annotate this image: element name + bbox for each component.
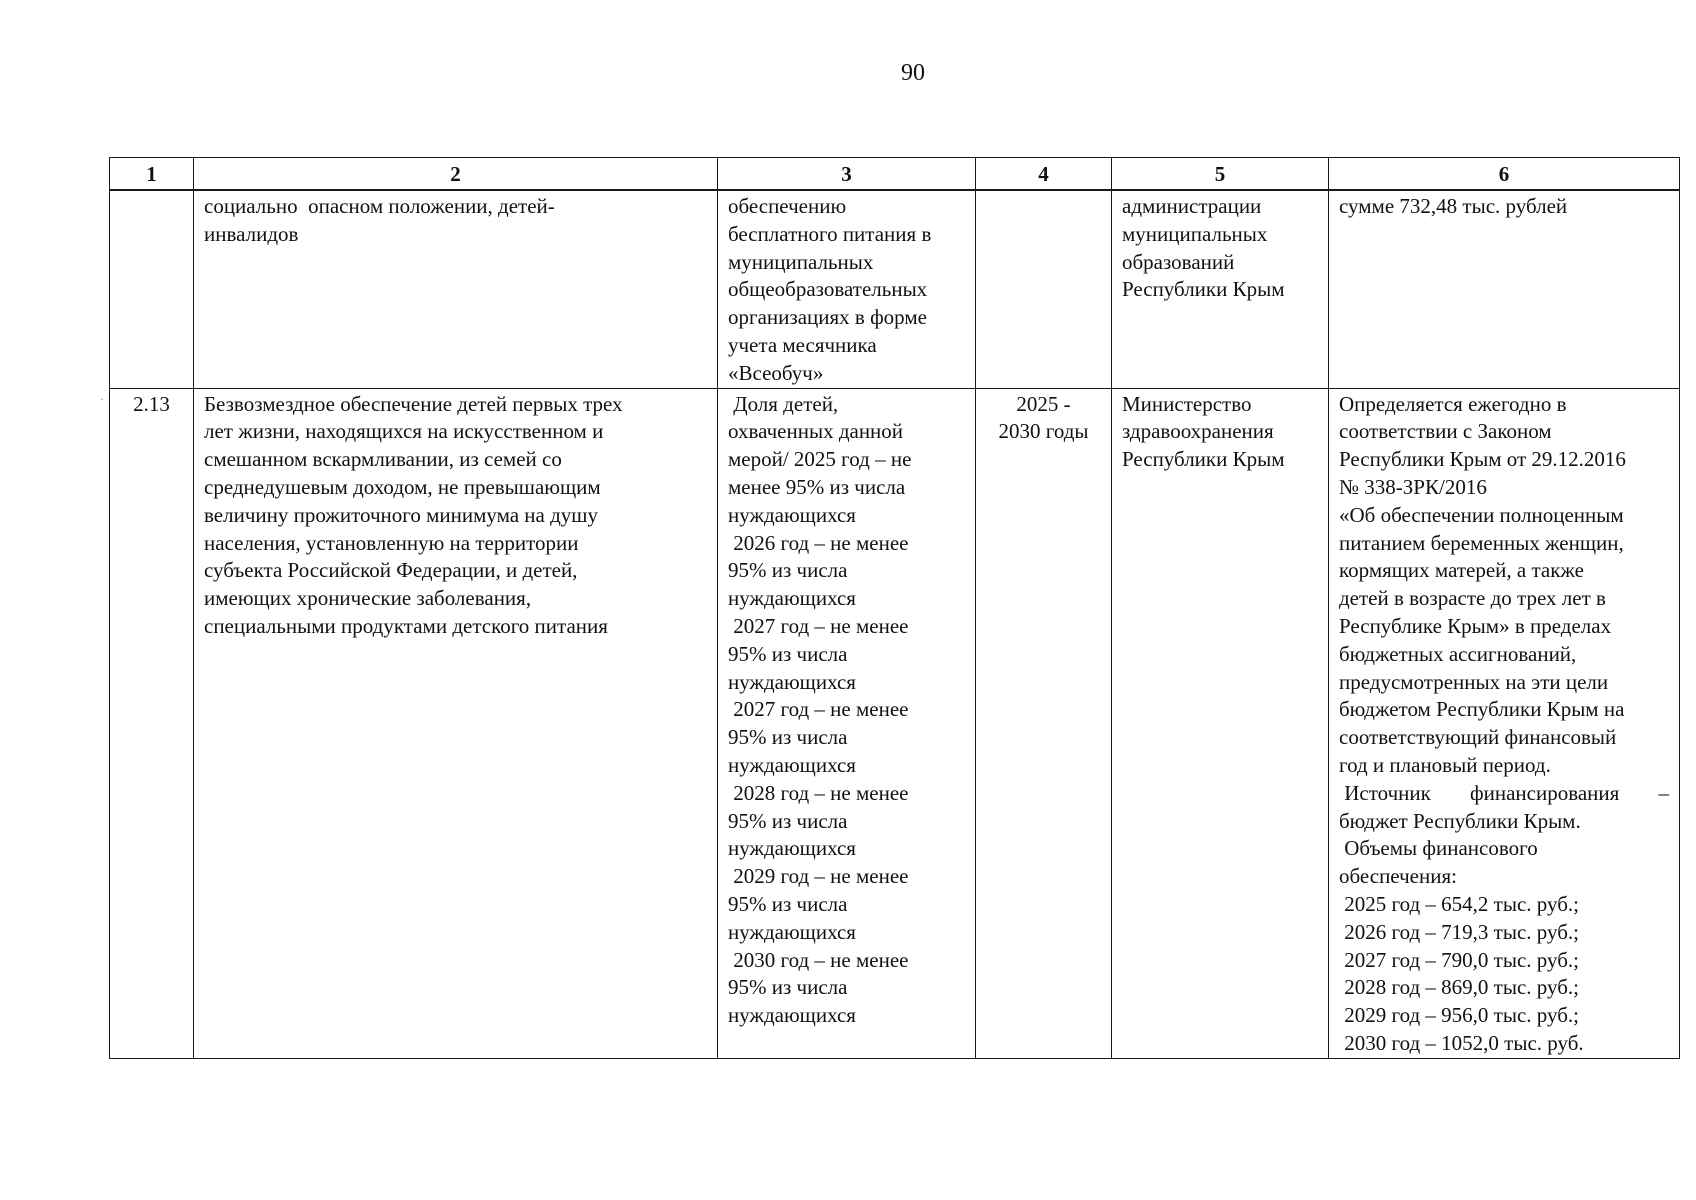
- text-line: нуждающихся: [728, 752, 856, 777]
- cell-executor: [1112, 388, 1329, 1058]
- text-line: детей в возрасте до трех лет в: [1339, 586, 1606, 611]
- funding-basis: [1339, 391, 1669, 780]
- text-line: Республики Крым: [1122, 277, 1285, 302]
- text-line: субъекта Российской Федерации, и детей,: [204, 558, 578, 583]
- funding-source-line: [1339, 780, 1669, 808]
- cell-term: [976, 388, 1112, 1058]
- text-line: 2030 годы: [998, 419, 1089, 444]
- funding-volumes: [1339, 808, 1669, 1058]
- text-line: год и плановый период.: [1339, 752, 1551, 777]
- text-line: бюджетом Республики Крым на: [1339, 697, 1625, 722]
- text-line: бюджет Республики Крым.: [1339, 808, 1581, 833]
- funding-source-word-2: финансирования: [1470, 780, 1620, 805]
- text-line: Республики Крым от 29.12.2016: [1339, 447, 1626, 472]
- text-line: лет жизни, находящихся на искусственном и: [204, 419, 604, 444]
- text-line: нуждающихся: [728, 919, 856, 944]
- text-line: 2025 год – 654,2 тыс. руб.;: [1339, 891, 1579, 916]
- text-line: менее 95% из числа: [728, 474, 906, 499]
- text-line: соответствующий финансовый: [1339, 725, 1617, 750]
- text-line: 2030 год – 1052,0 тыс. руб.: [1339, 1030, 1584, 1055]
- cell-indicator: [718, 190, 976, 388]
- table-row-continuation: [110, 190, 1680, 388]
- text-line: 2029 год – 956,0 тыс. руб.;: [1339, 1003, 1579, 1028]
- text-line: здравоохранения: [1122, 419, 1274, 444]
- text-line: специальными продуктами детского питания: [204, 613, 608, 638]
- text-line: Республики Крым: [1122, 447, 1285, 472]
- funding-source-dash: –: [1658, 780, 1669, 805]
- text-line: муниципальных: [728, 249, 874, 274]
- cell-term: [976, 190, 1112, 388]
- text-line: 2028 год – не менее: [728, 780, 909, 805]
- text-line: охваченных данной: [728, 419, 904, 444]
- text-line: образований: [1122, 249, 1235, 274]
- text-line: Определяется ежегодно в: [1339, 391, 1567, 416]
- text-line: имеющих хронические заболевания,: [204, 586, 532, 611]
- text-line: среднедушевым доходом, не превышающим: [204, 474, 601, 499]
- funding-source-word-1: Источник: [1339, 780, 1431, 805]
- text-line: кормящих матерей, а также: [1339, 558, 1584, 583]
- text-line: нуждающихся: [728, 586, 856, 611]
- text-line: инвалидов: [204, 221, 299, 246]
- text-line: 95% из числа: [728, 641, 848, 666]
- text-line: 2026 год – не менее: [728, 530, 909, 555]
- text-line: 2027 год – не менее: [728, 697, 909, 722]
- text-line: 95% из числа: [728, 808, 848, 833]
- text-line: соответствии с Законом: [1339, 419, 1552, 444]
- column-header-6: 6: [1329, 158, 1680, 191]
- text-line: социально опасном положении, детей-: [204, 194, 555, 218]
- text-line: нуждающихся: [728, 1003, 856, 1028]
- column-header-3: 3: [718, 158, 976, 191]
- text-line: нуждающихся: [728, 836, 856, 861]
- cell-number: [110, 190, 194, 388]
- text-line: муниципальных: [1122, 221, 1268, 246]
- text-line: сумме 732,48 тыс. рублей: [1339, 194, 1568, 218]
- text-line: 2028 год – 869,0 тыс. руб.;: [1339, 975, 1579, 1000]
- cell-funding: [1329, 388, 1680, 1058]
- text-line: Республике Крым» в пределах: [1339, 613, 1612, 638]
- text-line: бесплатного питания в: [728, 221, 932, 246]
- text-line: обеспечению: [728, 194, 847, 218]
- program-measures-table: [109, 157, 1680, 1059]
- text-line: смешанном вскармливании, из семей со: [204, 447, 562, 472]
- cell-number: 2.13: [110, 388, 194, 1058]
- text-line: населения, установленную на территории: [204, 530, 579, 555]
- text-line: 2025 -: [1016, 391, 1071, 416]
- text-line: 95% из числа: [728, 725, 848, 750]
- text-line: питанием беременных женщин,: [1339, 530, 1624, 555]
- text-line: № 338-ЗРК/2016: [1339, 474, 1487, 499]
- text-line: 2030 год – не менее: [728, 947, 909, 972]
- text-line: 95% из числа: [728, 558, 848, 583]
- text-line: нуждающихся: [728, 669, 856, 694]
- text-line: обеспечения:: [1339, 864, 1457, 889]
- text-line: бюджетных ассигнований,: [1339, 641, 1577, 666]
- table-row-2-13: [110, 388, 1680, 1058]
- header-row: [110, 158, 1680, 191]
- text-line: Доля детей,: [728, 391, 839, 416]
- text-line: 2029 год – не менее: [728, 864, 909, 889]
- text-line: величину прожиточного минимума на душу: [204, 502, 598, 527]
- scan-speck: ·: [100, 392, 104, 406]
- text-line: администрации: [1122, 194, 1262, 218]
- column-header-4: 4: [976, 158, 1112, 191]
- text-line: Безвозмездное обеспечение детей первых трех: [204, 391, 623, 416]
- column-header-5: 5: [1112, 158, 1329, 191]
- text-line: 2027 год – 790,0 тыс. руб.;: [1339, 947, 1579, 972]
- page-number: 90: [901, 60, 925, 86]
- text-line: общеобразовательных: [728, 277, 928, 302]
- text-line: организациях в форме: [728, 305, 927, 330]
- text-line: Объемы финансового: [1339, 836, 1538, 861]
- text-line: 2027 год – не менее: [728, 613, 909, 638]
- text-line: 2026 год – 719,3 тыс. руб.;: [1339, 919, 1579, 944]
- text-line: «Об обеспечении полноценным: [1339, 502, 1624, 527]
- cell-funding: [1329, 190, 1680, 388]
- text-line: 95% из числа: [728, 891, 848, 916]
- text-line: «Всеобуч»: [728, 360, 824, 385]
- text-line: предусмотренных на эти цели: [1339, 669, 1609, 694]
- text-line: нуждающихся: [728, 502, 856, 527]
- text-line: учета месячника: [728, 332, 877, 357]
- text-line: Министерство: [1122, 391, 1252, 416]
- column-header-2: 2: [194, 158, 718, 191]
- cell-executor: [1112, 190, 1329, 388]
- cell-indicator: [718, 388, 976, 1058]
- text-line: 95% из числа: [728, 975, 848, 1000]
- column-header-1: 1: [110, 158, 194, 191]
- text-line: мерой/ 2025 год – не: [728, 447, 912, 472]
- cell-measure: [194, 388, 718, 1058]
- cell-measure: [194, 190, 718, 388]
